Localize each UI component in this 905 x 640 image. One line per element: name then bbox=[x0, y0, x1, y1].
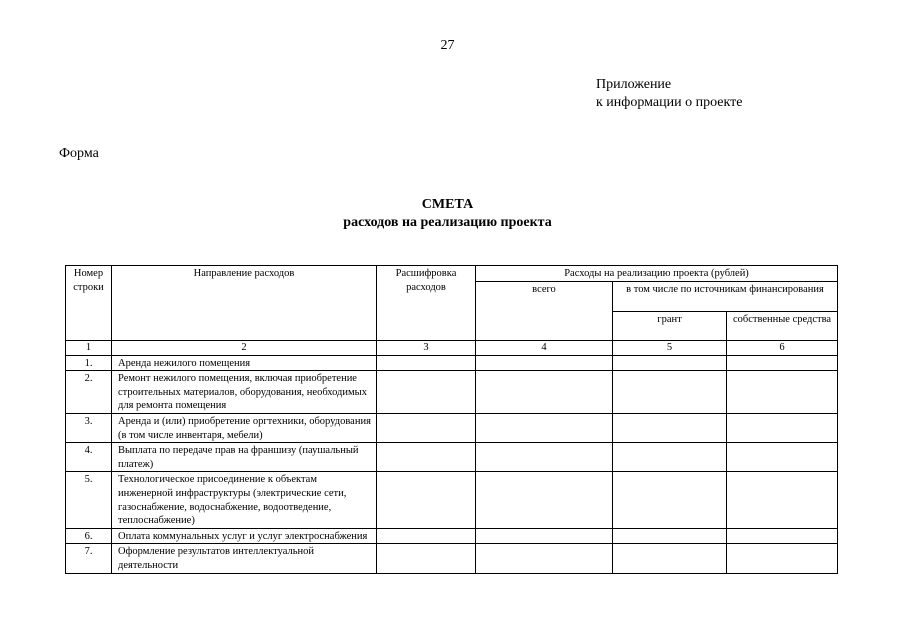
row-breakdown-cell[interactable] bbox=[377, 371, 476, 414]
column-number: 6 bbox=[727, 341, 838, 356]
title-line-1: СМЕТА bbox=[421, 197, 474, 212]
row-own-funds-cell[interactable] bbox=[727, 528, 838, 544]
document-title bbox=[0, 196, 895, 232]
row-direction: Оформление результатов интеллектуальной деятельности bbox=[112, 544, 377, 573]
row-direction: Оплата коммунальных услуг и услуг электроснабжения bbox=[112, 528, 377, 544]
header-breakdown: Расшифровка расходов bbox=[377, 266, 476, 341]
row-total-cell[interactable] bbox=[476, 371, 613, 414]
row-grant-cell[interactable] bbox=[613, 544, 727, 573]
row-own-funds-cell[interactable] bbox=[727, 544, 838, 573]
row-grant-cell[interactable] bbox=[613, 443, 727, 472]
row-grant-cell[interactable] bbox=[613, 371, 727, 414]
column-number: 5 bbox=[613, 341, 727, 356]
table-row bbox=[66, 355, 838, 371]
row-own-funds-cell[interactable] bbox=[727, 413, 838, 442]
row-total-cell[interactable] bbox=[476, 443, 613, 472]
row-breakdown-cell[interactable] bbox=[377, 472, 476, 528]
row-total-cell[interactable] bbox=[476, 413, 613, 442]
column-number: 1 bbox=[66, 341, 112, 356]
row-breakdown-cell[interactable] bbox=[377, 544, 476, 573]
row-direction: Ремонт нежилого помещения, включая приобретение строительных материалов, оборудования, необходимых для ремонта помещения bbox=[112, 371, 377, 414]
row-total-cell[interactable] bbox=[476, 472, 613, 528]
row-number: 4. bbox=[66, 443, 112, 472]
row-number: 2. bbox=[66, 371, 112, 414]
column-number: 3 bbox=[377, 341, 476, 356]
table-row bbox=[66, 413, 838, 442]
row-breakdown-cell[interactable] bbox=[377, 528, 476, 544]
row-grant-cell[interactable] bbox=[613, 472, 727, 528]
column-number: 2 bbox=[112, 341, 377, 356]
row-direction: Аренда и (или) приобретение оргтехники, оборудования (в том числе инвентаря, мебели) bbox=[112, 413, 377, 442]
row-number: 1. bbox=[66, 355, 112, 371]
budget-table bbox=[65, 265, 838, 574]
row-total-cell[interactable] bbox=[476, 544, 613, 573]
row-own-funds-cell[interactable] bbox=[727, 355, 838, 371]
appendix-subtitle: к информации о проекте bbox=[596, 95, 743, 110]
table-row bbox=[66, 472, 838, 528]
table-row bbox=[66, 544, 838, 573]
header-expenses: Расходы на реализацию проекта (рублей) bbox=[476, 266, 838, 282]
row-number: 3. bbox=[66, 413, 112, 442]
header-own-funds: собственные средства bbox=[727, 312, 838, 341]
row-number: 7. bbox=[66, 544, 112, 573]
row-breakdown-cell[interactable] bbox=[377, 355, 476, 371]
row-grant-cell[interactable] bbox=[613, 528, 727, 544]
header-total: всего bbox=[476, 282, 613, 341]
row-own-funds-cell[interactable] bbox=[727, 443, 838, 472]
row-breakdown-cell[interactable] bbox=[377, 413, 476, 442]
row-grant-cell[interactable] bbox=[613, 355, 727, 371]
header-grant: грант bbox=[613, 312, 727, 341]
row-total-cell[interactable] bbox=[476, 528, 613, 544]
row-own-funds-cell[interactable] bbox=[727, 371, 838, 414]
table-row bbox=[66, 528, 838, 544]
title-line-2: расходов на реализацию проекта bbox=[343, 215, 552, 230]
row-grant-cell[interactable] bbox=[613, 413, 727, 442]
column-number: 4 bbox=[476, 341, 613, 356]
table-row bbox=[66, 443, 838, 472]
page-number: 27 bbox=[440, 38, 455, 53]
header-row-number: Номер строки bbox=[66, 266, 112, 341]
row-own-funds-cell[interactable] bbox=[727, 472, 838, 528]
header-direction: Направление расходов bbox=[112, 266, 377, 341]
column-number-row bbox=[66, 341, 838, 356]
row-breakdown-cell[interactable] bbox=[377, 443, 476, 472]
row-direction: Выплата по передаче прав на франшизу (паушальный платеж) bbox=[112, 443, 377, 472]
row-direction: Аренда нежилого помещения bbox=[112, 355, 377, 371]
appendix-title: Приложение bbox=[596, 77, 672, 92]
row-number: 6. bbox=[66, 528, 112, 544]
row-total-cell[interactable] bbox=[476, 355, 613, 371]
row-direction: Технологическое присоединение к объектам инженерной инфраструктуры (электрические сети, газоснабжение, водоснабжение, водоотведение, теплоснабжение) bbox=[112, 472, 377, 528]
form-label: Форма bbox=[59, 146, 99, 161]
appendix-note bbox=[596, 76, 742, 112]
header-including-sources: в том числе по источникам финансирования bbox=[613, 282, 838, 312]
row-number: 5. bbox=[66, 472, 112, 528]
table-row bbox=[66, 371, 838, 414]
